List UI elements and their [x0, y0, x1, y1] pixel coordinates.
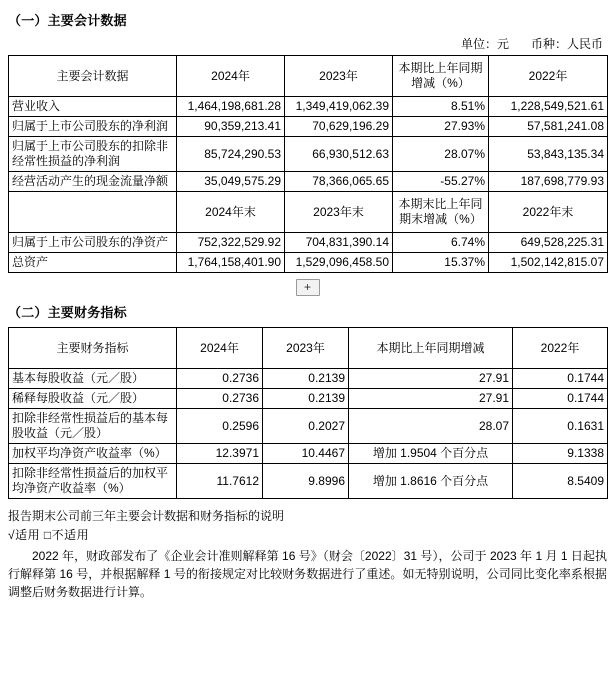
row-label: 归属于上市公司股东的扣除非经常性损益的净利润 [9, 137, 177, 172]
notes-heading: 报告期末公司前三年主要会计数据和财务指标的说明 [8, 509, 285, 523]
row-label: 归属于上市公司股东的净利润 [9, 117, 177, 137]
table-row [9, 389, 608, 409]
cell-2023: 0.2139 [263, 369, 349, 389]
table-row [9, 172, 608, 192]
cell-change: 27.91 [349, 369, 513, 389]
cell-change: 28.07 [349, 409, 513, 444]
table-row [9, 117, 608, 137]
unit-currency-line [8, 35, 603, 52]
row-label: 加权平均净资产收益率（%） [9, 444, 177, 464]
cell-2024-end: 752,322,529.92 [177, 233, 285, 253]
accounting-data-table [8, 55, 608, 273]
col-header-change: 本期比上年同期增减 [349, 328, 513, 369]
cell-2024: 35,049,575.29 [177, 172, 285, 192]
accounting-section-title: （一）主要会计数据 [8, 13, 127, 28]
financial-indicators-table [8, 327, 608, 499]
cell-2022-end: 1,502,142,815.07 [489, 253, 608, 273]
row-label: 基本每股收益（元／股） [9, 369, 177, 389]
subcol-header-2023-end: 2023年末 [285, 192, 393, 233]
row-label: 稀释每股收益（元／股） [9, 389, 177, 409]
cell-change: 28.07% [393, 137, 489, 172]
col-header-2024: 2024年 [177, 56, 285, 97]
cell-2024: 1,464,198,681.28 [177, 97, 285, 117]
financial-section-title: （二）主要财务指标 [8, 305, 127, 320]
cell-change: 27.93% [393, 117, 489, 137]
cell-2022: 0.1744 [513, 369, 608, 389]
col-header-2022: 2022年 [489, 56, 608, 97]
table-row [9, 233, 608, 253]
cell-2023: 78,366,065.65 [285, 172, 393, 192]
currency-label: 币种：人民币 [530, 37, 603, 51]
cell-change: 15.37% [393, 253, 489, 273]
table-row [9, 137, 608, 172]
row-label: 扣除非经常性损益后的加权平均净资产收益率（%） [9, 464, 177, 499]
table-subheader-row [9, 192, 608, 233]
subcol-header-change: 本期末比上年同期末增减（%） [393, 192, 489, 233]
cell-2022: 53,843,135.34 [489, 137, 608, 172]
cell-2023: 70,629,196.29 [285, 117, 393, 137]
cell-2023: 66,930,512.63 [285, 137, 393, 172]
cell-2022: 0.1631 [513, 409, 608, 444]
cell-change: 增加 1.9504 个百分点 [349, 444, 513, 464]
subcol-header-2024-end: 2024年末 [177, 192, 285, 233]
cell-2024: 11.7612 [177, 464, 263, 499]
cell-2023-end: 704,831,390.14 [285, 233, 393, 253]
cell-2022: 8.5409 [513, 464, 608, 499]
row-label: 归属于上市公司股东的净资产 [9, 233, 177, 253]
row-label: 总资产 [9, 253, 177, 273]
subcol-header-blank [9, 192, 177, 233]
expand-table-button[interactable]: + [296, 279, 320, 296]
col-header-metric: 主要会计数据 [9, 56, 177, 97]
cell-change: 6.74% [393, 233, 489, 253]
table-header-row [9, 56, 608, 97]
col-header-change: 本期比上年同期增减（%） [393, 56, 489, 97]
cell-change: 27.91 [349, 389, 513, 409]
row-label: 扣除非经常性损益后的基本每股收益（元／股） [9, 409, 177, 444]
row-label: 营业收入 [9, 97, 177, 117]
cell-2023: 0.2139 [263, 389, 349, 409]
row-label: 经营活动产生的现金流量净额 [9, 172, 177, 192]
table-row [9, 253, 608, 273]
cell-2023: 0.2027 [263, 409, 349, 444]
cell-change: 8.51% [393, 97, 489, 117]
unit-label: 单位：元 [460, 37, 509, 51]
cell-2024: 0.2736 [177, 369, 263, 389]
table-row [9, 97, 608, 117]
cell-2022: 57,581,241.08 [489, 117, 608, 137]
cell-2022: 1,228,549,521.61 [489, 97, 608, 117]
cell-2022: 187,698,779.93 [489, 172, 608, 192]
cell-2022: 0.1744 [513, 389, 608, 409]
cell-2024: 0.2736 [177, 389, 263, 409]
table-header-row [9, 328, 608, 369]
col-header-indicator: 主要财务指标 [9, 328, 177, 369]
table-row [9, 409, 608, 444]
cell-2024: 0.2596 [177, 409, 263, 444]
cell-2023: 9.8996 [263, 464, 349, 499]
col-header-2023: 2023年 [285, 56, 393, 97]
col-header-2022: 2022年 [513, 328, 608, 369]
cell-2022-end: 649,528,225.31 [489, 233, 608, 253]
expand-row [8, 276, 607, 298]
notes-paragraph: 2022 年，财政部发布了《企业会计准则解释第 16 号》（财会〔2022〕31 号），公司于 2023 年 1 月 1 日起执行解释第 16 号，并根据解释 1 号的衔接规定对比较财务数据进行了重述。如无特别说明，公司同比变化率系根据调整后财务数据进行计算。 [8, 549, 607, 599]
cell-2023-end: 1,529,096,458.50 [285, 253, 393, 273]
cell-2024: 12.3971 [177, 444, 263, 464]
cell-change: -55.27% [393, 172, 489, 192]
col-header-2024: 2024年 [177, 328, 263, 369]
cell-2023: 10.4467 [263, 444, 349, 464]
table-row [9, 444, 608, 464]
cell-2024: 90,359,213.41 [177, 117, 285, 137]
table-row [9, 464, 608, 499]
cell-2024: 85,724,290.53 [177, 137, 285, 172]
table-row [9, 369, 608, 389]
cell-2022: 9.1338 [513, 444, 608, 464]
cell-change: 增加 1.8616 个百分点 [349, 464, 513, 499]
col-header-2023: 2023年 [263, 328, 349, 369]
subcol-header-2022-end: 2022年末 [489, 192, 608, 233]
cell-2023: 1,349,419,062.39 [285, 97, 393, 117]
applicable-checkbox-line: √适用 □不适用 [8, 528, 90, 542]
cell-2024-end: 1,764,158,401.90 [177, 253, 285, 273]
